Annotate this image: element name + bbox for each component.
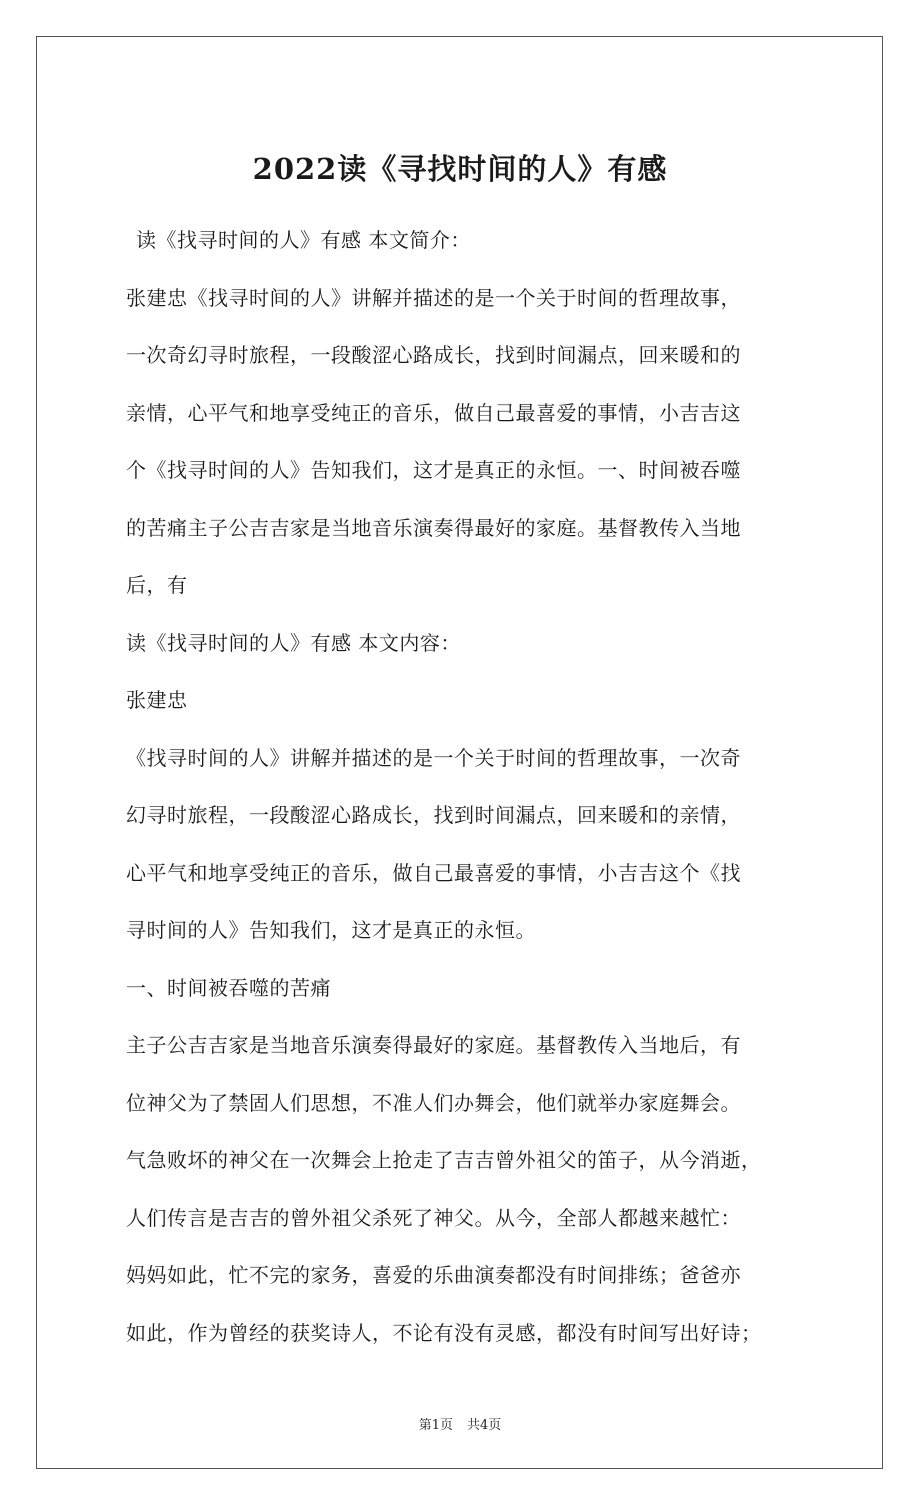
body-line: 气急败坏的神父在一次舞会上抢走了吉吉曾外祖父的笛子，从今消逝， (126, 1148, 762, 1172)
body-line: 后，有 (126, 573, 188, 597)
body-line: 心平气和地享受纯正的音乐，做自己最喜爱的事情，小吉吉这个《找 (126, 860, 741, 885)
body-line: 个《找寻时间的人》告知我们，这才是真正的永恒。一、时间被吞噬 (126, 458, 741, 482)
body-line: 位神父为了禁固人们思想，不准人们办舞会，他们就举办家庭舞会。 (126, 1090, 741, 1115)
body-line: 妈妈如此，忙不完的家务，喜爱的乐曲演奏都没有时间排练；爸爸亦 (126, 1263, 741, 1287)
document-body (126, 212, 794, 1362)
body-line: 一、时间被吞噬的苦痛 (126, 975, 331, 1000)
body-line: 人们传言是吉吉的曾外祖父杀死了神父。从今，全部人都越来越忙： (126, 1205, 741, 1230)
body-line: 张建忠 (126, 688, 188, 712)
body-line: 主子公吉吉家是当地音乐演奏得最好的家庭。基督教传入当地后，有 (126, 1033, 741, 1057)
body-line: 一次奇幻寻时旅程，一段酸涩心路成长，找到时间漏点，回来暖和的 (126, 343, 741, 367)
body-line: 张建忠《找寻时间的人》讲解并描述的是一个关于时间的哲理故事， (126, 285, 741, 310)
page-footer (0, 1414, 920, 1433)
body-line: 《找寻时间的人》讲解并描述的是一个关于时间的哲理故事，一次奇 (126, 745, 741, 770)
body-line: 的苦痛主子公吉吉家是当地音乐演奏得最好的家庭。基督教传入当地 (126, 515, 741, 540)
page-number: 第1页 (418, 1418, 453, 1433)
body-line: 幻寻时旅程，一段酸涩心路成长，找到时间漏点，回来暖和的亲情， (126, 803, 741, 827)
body-line: 亲情，心平气和地享受纯正的音乐，做自己最喜爱的事情，小吉吉这 (126, 400, 741, 425)
document-title: 2022读《寻找时间的人》有感 (252, 152, 668, 187)
page-total: 共4页 (467, 1418, 502, 1433)
body-line: 如此，作为曾经的获奖诗人，不论有没有灵感，都没有时间写出好诗； (126, 1320, 762, 1345)
body-line: 读《找寻时间的人》有感 本文简介： (136, 228, 471, 252)
body-line: 寻时间的人》告知我们，这才是真正的永恒。 (126, 918, 536, 942)
body-line: 读《找寻时间的人》有感 本文内容： (126, 630, 461, 655)
